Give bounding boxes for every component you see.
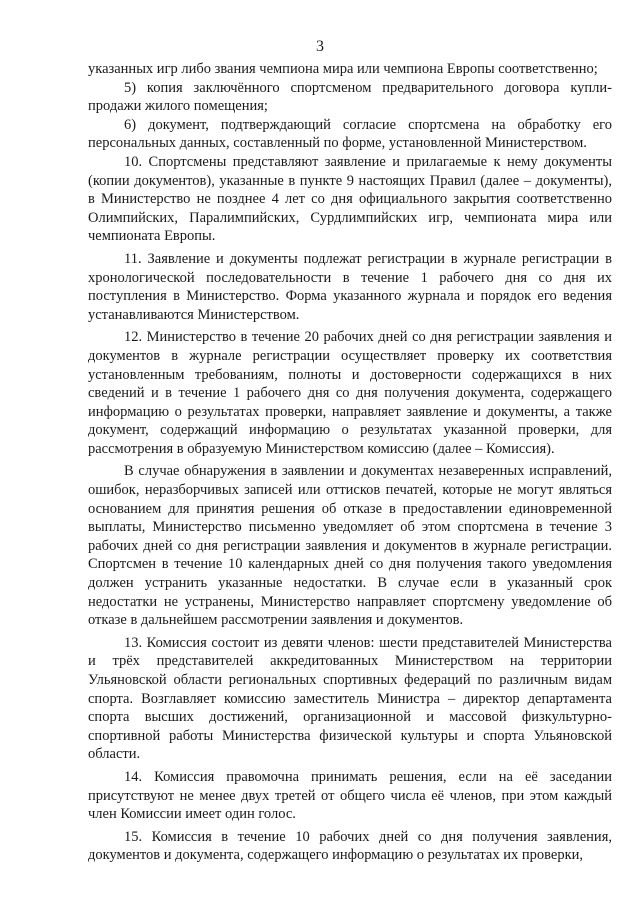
paragraph-item-6: 6) документ, подтверждающий согласие спортсмена на обработку его персональных данных, составленный по форме, установленной Министерством. — [88, 116, 612, 152]
document-body — [88, 60, 612, 865]
paragraph-clause-11: 11. Заявление и документы подлежат регистрации в журнале регистрации в хронологической последовательности в течение 1 рабочего дня со дня их поступления в Министерство. Форма указанного журнала и порядок его ведения устанавливаются Министерством. — [88, 250, 612, 323]
paragraph-clause-14: 14. Комиссия правомочна принимать решения, если на её заседании присутствуют не менее двух третей от общего числа её членов, при этом каждый член Комиссии имеет один голос. — [88, 768, 612, 823]
paragraph-clause-12-continued: В случае обнаружения в заявлении и документах незаверенных исправлений, ошибок, неразборчивых записей или оттисков печатей, которые не могут являться основанием для принятия решения об отказе в предоставлении единовременной выплаты, Министерство письменно уведомляет об этом спортсмена в течение 3 рабочих дней со дня регистрации заявления и документов в журнале регистрации. Спортсмен в течение 10 календарных дней со дня получения такого уведомления должен устранить указанные недостатки. В случае если в указанный срок недостатки не устранены, Министерство направляет спортсмену уведомление об отказе в дальнейшем рассмотрении заявления и документов. — [88, 463, 612, 629]
paragraph-clause-12: 12. Министерство в течение 20 рабочих дней со дня регистрации заявления и документов в журнале регистрации осуществляет проверку их соответствия установленным требованиям, полноты и достоверности содержащихся в них сведений и в течение 1 рабочего дня со дня получения документа, содержащего информацию о результатах проверки, направляет заявление и документы, а также документ, содержащий информацию о результатах указанной проверки, для рассмотрения в образуемую Министерством комиссию (далее – Комиссия). — [88, 329, 612, 457]
paragraph-clause-15: 15. Комиссия в течение 10 рабочих дней со дня получения заявления, документов и документа, содержащего информацию о результатах их проверки, — [88, 828, 612, 864]
paragraph-clause-10: 10. Спортсмены представляют заявление и прилагаемые к нему документы (копии документов), указанные в пункте 9 настоящих Правил (далее – документы), в Министерство не позднее 4 лет со дня официального закрытия соответственно Олимпийских, Паралимпийских, Сурдлимпийских игр, чемпионата мира или чемпионата Европы. — [88, 153, 612, 245]
page-number: 3 — [316, 38, 324, 55]
paragraph-item-5: 5) копия заключённого спортсменом предварительного договора купли-продажи жилого помещения; — [88, 79, 612, 115]
paragraph-clause-13: 13. Комиссия состоит из девяти членов: шести представителей Министерства и трёх представителей аккредитованных Министерством на территории Ульяновской области региональных спортивных федераций по различным видам спорта. Возглавляет комиссию заместитель Министра – директор департамента спорта высших достижений, организационной и массовой физкультурно-спортивной работы Министерства физической культуры и спорта Ульяновской области. — [88, 634, 612, 763]
paragraph-continuation: указанных игр либо звания чемпиона мира или чемпиона Европы соответственно; — [88, 61, 598, 77]
